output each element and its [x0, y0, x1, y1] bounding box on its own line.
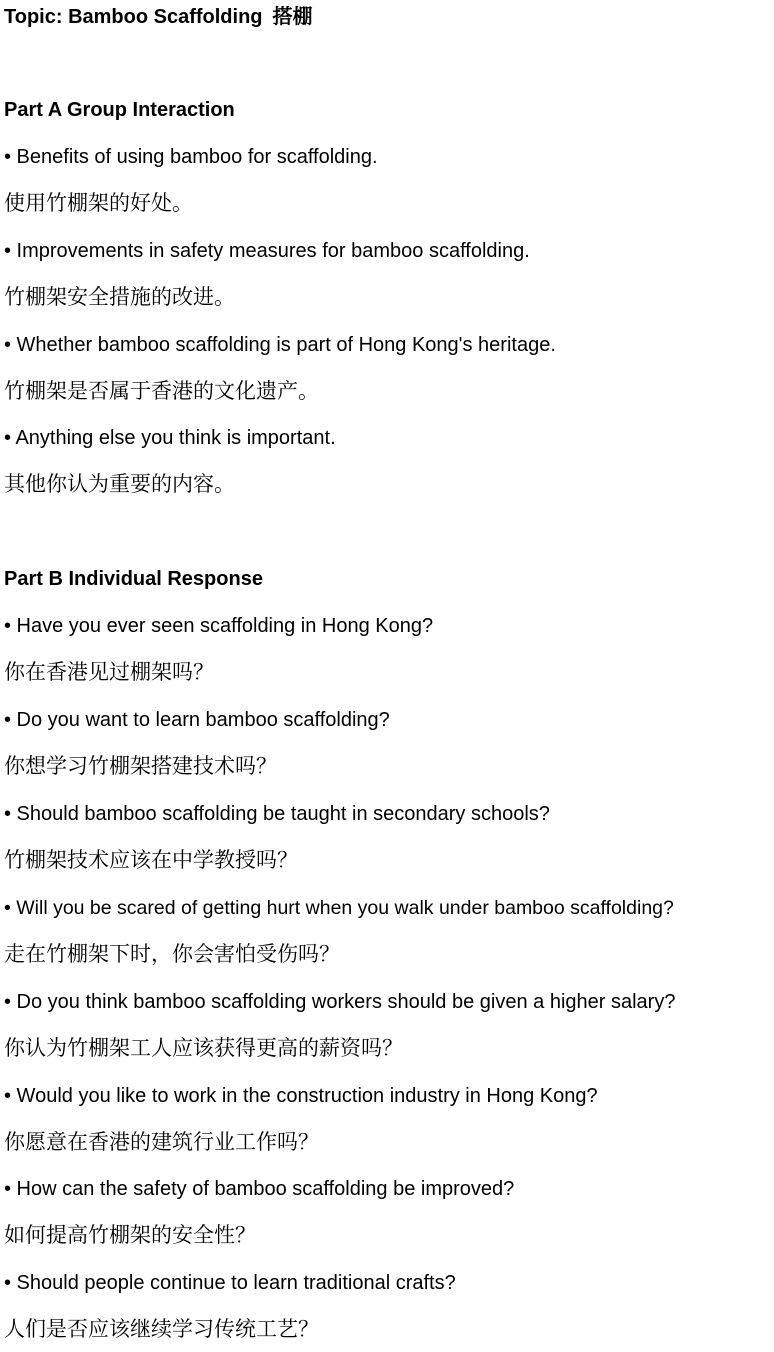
part-a-item-2-zh: 竹棚架安全措施的改进。 [4, 285, 235, 309]
part-b-item-1-en: • Have you ever seen scaffolding in Hong Kong? [4, 615, 434, 637]
part-b-item-5-en: • Do you think bamboo scaffolding workers should be given a higher salary? [4, 991, 676, 1013]
part-b-item-3-zh: 竹棚架技术应该在中学教授吗？ [4, 848, 298, 872]
part-b-item-4-zh: 走在竹棚架下时，你会害怕受伤吗？ [4, 942, 340, 966]
part-a-item-4-en: • Anything else you think is important. [4, 427, 336, 449]
topic-label: Topic: Bamboo Scaffolding [4, 6, 263, 28]
part-b-heading: Part B Individual Response [4, 568, 263, 590]
part-a-item-1-zh: 使用竹棚架的好处。 [4, 191, 193, 215]
part-a-heading: Part A Group Interaction [4, 99, 235, 121]
part-b-item-4-en: • Will you be scared of getting hurt when you walk under bamboo scaffolding? [4, 897, 674, 919]
part-b-item-2-zh: 你想学习竹棚架搭建技术吗？ [4, 754, 277, 778]
part-b-item-3-en: • Should bamboo scaffolding be taught in secondary schools? [4, 803, 550, 825]
part-a-item-4-zh: 其他你认为重要的内容。 [4, 472, 235, 496]
topic-chinese: 搭棚 [272, 4, 313, 28]
part-b-item-1-zh: 你在香港见过棚架吗？ [4, 660, 214, 684]
part-b-item-6-en: • Would you like to work in the construction industry in Hong Kong? [4, 1085, 598, 1107]
part-b-item-8-en: • Should people continue to learn traditional crafts? [4, 1272, 456, 1294]
part-b-item-7-zh: 如何提高竹棚架的安全性？ [4, 1223, 256, 1247]
part-a-item-1-en: • Benefits of using bamboo for scaffolding. [4, 146, 378, 168]
part-b-item-2-en: • Do you want to learn bamboo scaffolding? [4, 709, 390, 731]
part-b-item-7-en: • How can the safety of bamboo scaffolding be improved? [4, 1178, 515, 1200]
part-a-item-2-en: • Improvements in safety measures for bamboo scaffolding. [4, 240, 530, 262]
part-b-item-8-zh: 人们是否应该继续学习传统工艺？ [4, 1317, 319, 1341]
part-a-item-3-zh: 竹棚架是否属于香港的文化遗产。 [4, 379, 319, 403]
part-b-item-5-zh: 你认为竹棚架工人应该获得更高的薪资吗？ [4, 1036, 403, 1060]
topic-title [4, 4, 313, 29]
part-b-item-6-zh: 你愿意在香港的建筑行业工作吗？ [4, 1130, 319, 1154]
part-a-item-3-en: • Whether bamboo scaffolding is part of Hong Kong's heritage. [4, 334, 556, 356]
